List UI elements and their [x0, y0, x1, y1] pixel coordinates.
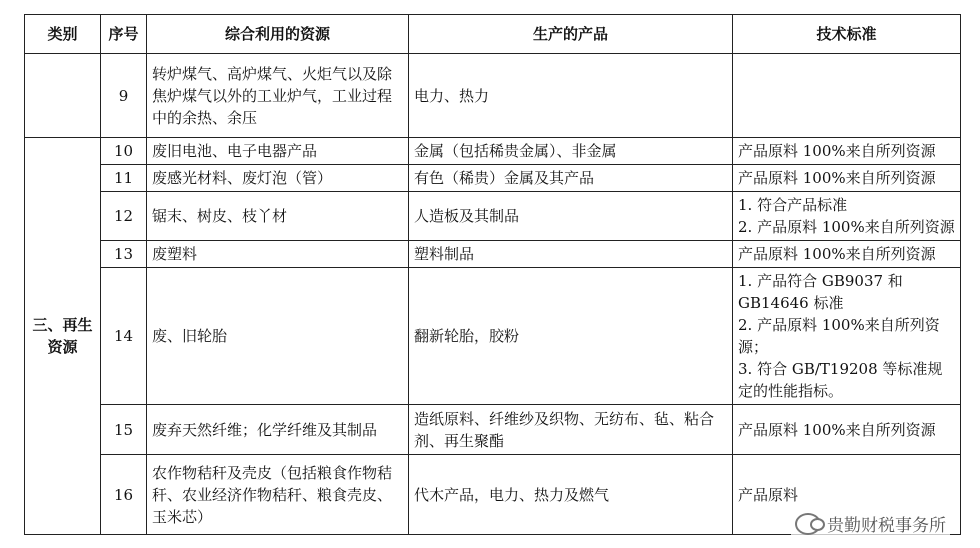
header-standard: 技术标准	[733, 15, 961, 54]
header-row	[25, 15, 961, 54]
standard-cell	[733, 138, 961, 165]
table-row	[25, 405, 961, 455]
product-cell: 翻新轮胎，胶粉	[409, 268, 733, 405]
resource-cell: 废感光材料、废灯泡（管）	[147, 165, 409, 192]
table-row	[25, 165, 961, 192]
product-cell: 代木产品，电力、热力及燃气	[409, 455, 733, 535]
standard-line: 产品原料 100%来自所列资源	[738, 142, 936, 160]
standard-line: 产品原料 100%来自所列资源	[738, 420, 936, 439]
resource-cell: 锯末、树皮、枝丫材	[147, 192, 409, 241]
table-row	[25, 138, 961, 165]
seq-cell: 12	[101, 192, 147, 241]
standard-cell	[733, 241, 961, 268]
standard-cell	[733, 268, 961, 405]
seq-cell: 9	[101, 54, 147, 138]
standard-line: 1. 符合产品标准	[738, 196, 848, 214]
table-wrapper	[24, 14, 961, 535]
standard-line: 3. 符合 GB/T19208 等标准规定的性能指标。	[738, 360, 943, 400]
category-cell: 三、再生资源	[25, 138, 101, 535]
resource-cell: 废、旧轮胎	[147, 268, 409, 405]
standard-line: 产品原料 100%来自所列资源	[738, 245, 936, 263]
resource-table	[24, 14, 961, 535]
product-cell: 造纸原料、纤维纱及织物、无纺布、毡、粘合剂、再生聚酯	[409, 405, 733, 455]
header-seq: 序号	[101, 15, 147, 54]
resource-cell: 废弃天然纤维；化学纤维及其制品	[147, 405, 409, 455]
standard-line: 产品原料 100%来自所列资源	[738, 169, 936, 187]
header-category: 类别	[25, 15, 101, 54]
resource-cell: 农作物秸秆及壳皮（包括粮食作物秸秆、农业经济作物秸秆、粮食壳皮、玉米芯）	[147, 455, 409, 535]
header-product: 生产的产品	[409, 15, 733, 54]
table-body	[25, 54, 961, 535]
standard-line: 2. 产品原料 100%来自所列资源	[738, 218, 955, 236]
seq-cell: 14	[101, 268, 147, 405]
standard-cell	[733, 54, 961, 138]
standard-cell	[733, 192, 961, 241]
product-cell: 塑料制品	[409, 241, 733, 268]
category-empty-cell	[25, 54, 101, 138]
seq-cell: 11	[101, 165, 147, 192]
product-cell: 有色（稀贵）金属及其产品	[409, 165, 733, 192]
standard-line: 1. 产品符合 GB9037 和 GB14646 标准	[738, 272, 903, 312]
product-cell: 电力、热力	[409, 54, 733, 138]
seq-cell: 16	[101, 455, 147, 535]
resource-cell: 废塑料	[147, 241, 409, 268]
standard-line: 产品原料	[738, 485, 799, 504]
table-row	[25, 192, 961, 241]
wechat-icon	[795, 513, 821, 535]
seq-cell: 10	[101, 138, 147, 165]
seq-cell: 13	[101, 241, 147, 268]
table-row	[25, 268, 961, 405]
standard-cell	[733, 165, 961, 192]
seq-cell: 15	[101, 405, 147, 455]
product-cell: 金属（包括稀贵金属）、非金属	[409, 138, 733, 165]
watermark-text: 贵勤财税事务所	[827, 516, 946, 536]
watermark	[791, 511, 950, 536]
standard-line: 2. 产品原料 100%来自所列资源；	[738, 316, 940, 356]
table-row	[25, 54, 961, 138]
product-cell: 人造板及其制品	[409, 192, 733, 241]
resource-cell: 废旧电池、电子电器产品	[147, 138, 409, 165]
resource-cell: 转炉煤气、高炉煤气、火炬气以及除焦炉煤气以外的工业炉气，工业过程中的余热、余压	[147, 54, 409, 138]
header-resource: 综合利用的资源	[147, 15, 409, 54]
table-row	[25, 241, 961, 268]
standard-cell	[733, 405, 961, 455]
